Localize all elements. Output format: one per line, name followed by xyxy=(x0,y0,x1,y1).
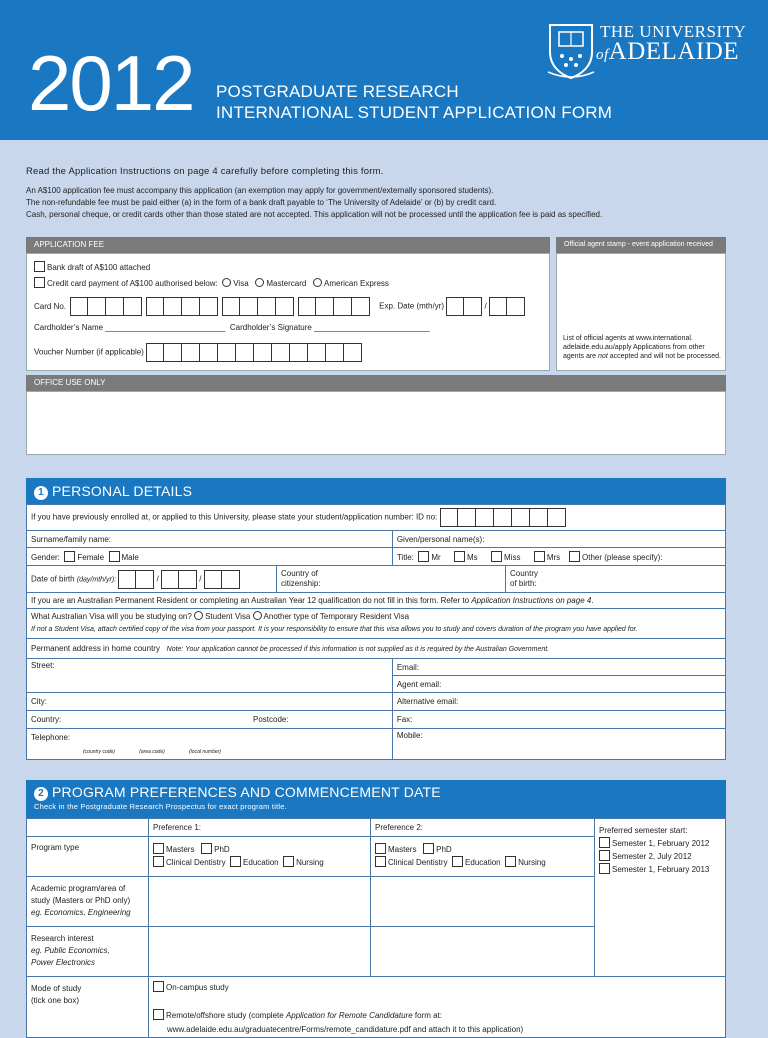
mrs-checkbox[interactable] xyxy=(534,551,545,562)
research-interest-label xyxy=(27,926,149,976)
intro-text xyxy=(26,166,746,221)
sem2-label: Semester 2, July 2012 xyxy=(612,852,692,861)
email-field[interactable] xyxy=(392,659,725,676)
cob-label-1: Country xyxy=(510,569,539,578)
semester-column xyxy=(595,819,726,877)
agent-email-field[interactable] xyxy=(392,676,725,693)
other-title-checkbox[interactable] xyxy=(569,551,580,562)
mode-of-study-label xyxy=(27,976,149,1037)
pref1-academic-field[interactable] xyxy=(149,876,371,926)
pref1-program-type xyxy=(149,837,371,876)
application-fee-bar: APPLICATION FEE xyxy=(26,237,550,253)
visa-note: If not a Student Visa, attach certified copy of the visa from your passport. It is your responsibility to ensure that this visa allows you to study and covers duration of the program you have applied for. xyxy=(31,626,638,633)
section-1-number: 1 xyxy=(34,486,48,500)
given-name-field[interactable] xyxy=(392,531,725,548)
pref2-masters-label: Masters xyxy=(388,845,417,855)
mr-label: Mr xyxy=(431,553,441,562)
city-label: City: xyxy=(31,697,47,706)
other-visa-radio[interactable] xyxy=(253,611,262,620)
pref1-nursing-label: Nursing xyxy=(296,858,324,868)
pref2-phd-label: PhD xyxy=(436,845,452,855)
street-field[interactable] xyxy=(27,659,393,693)
academic-label-1: Academic program/area of xyxy=(31,884,126,893)
pref2-nursing-label: Nursing xyxy=(518,858,546,868)
fax-label: Fax: xyxy=(396,715,413,724)
address-note: Note: Your application cannot be processed if this information is not supplied as it is required by the Australian Government. xyxy=(166,646,550,653)
gender-label: Gender: xyxy=(31,553,60,562)
miss-label: Miss xyxy=(504,553,521,562)
prev-enrolled-row xyxy=(27,505,726,531)
pref2-nursing-checkbox[interactable] xyxy=(505,856,516,867)
pref1-clinical-label: Clinical Dentistry xyxy=(166,858,226,868)
form-title-line1: POSTGRADUATE RESEARCH xyxy=(216,82,459,101)
title-label: Title: xyxy=(396,553,414,562)
dob-row xyxy=(27,566,277,593)
on-campus-label: On-campus study xyxy=(166,982,229,992)
id-number-input[interactable] xyxy=(440,513,566,522)
ms-label: Ms xyxy=(467,553,478,562)
alt-email-field[interactable] xyxy=(392,693,725,711)
city-field[interactable] xyxy=(27,693,393,711)
visa-row xyxy=(27,609,726,639)
visa-label: Visa xyxy=(233,279,249,288)
dob-month-input[interactable] xyxy=(161,574,197,583)
research-label-3: Power Electronics xyxy=(31,958,96,967)
research-label-2: eg. Public Economics, xyxy=(31,946,110,955)
amex-label: American Express xyxy=(324,279,389,288)
card-number-row xyxy=(34,297,525,316)
miss-checkbox[interactable] xyxy=(491,551,502,562)
visa-question: What Australian Visa will you be studying on? xyxy=(31,612,192,621)
sem1-label: Semester 1, February 2012 xyxy=(612,839,710,848)
country-code-hint: (country code) xyxy=(83,749,115,755)
male-label: Male xyxy=(121,553,139,562)
pref2-clinical-checkbox[interactable] xyxy=(375,856,386,867)
remote-label-b: Application for Remote Candidature xyxy=(285,1010,413,1020)
pref1-research-field[interactable] xyxy=(149,926,371,976)
citizenship-label-1: Country of xyxy=(281,569,318,578)
mode-of-study-options xyxy=(149,976,726,1037)
agent-email-label: Agent email: xyxy=(396,679,442,689)
personal-details-table xyxy=(26,504,726,760)
intro-line3: Cash, personal cheque, or credit cards other than those stated are not accepted. This application will not be processed until the application fee is paid as specified. xyxy=(26,210,603,219)
program-preferences-title: PROGRAM PREFERENCES AND COMMENCEMENT DATE xyxy=(52,784,441,800)
intro-lead: Read the Application Instructions on page 4 carefully before completing this form. xyxy=(26,166,384,177)
research-label-1: Research interest xyxy=(31,934,94,943)
agent-note-line3a: agents are xyxy=(563,353,599,360)
local-number-hint: (local number) xyxy=(189,749,221,755)
remote-url: www.adelaide.edu.au/graduatecentre/Forms/remote_candidature.pdf and attach it to this application) xyxy=(167,1024,524,1034)
female-label: Female xyxy=(77,553,105,562)
dob-label: Date of birth xyxy=(31,574,75,584)
country-label: Country: xyxy=(31,715,62,724)
agent-note-line1: List of official agents at www.international. xyxy=(563,335,693,342)
pref2-clinical-label: Clinical Dentistry xyxy=(388,858,448,868)
pref1-nursing-checkbox[interactable] xyxy=(283,856,294,867)
semester-filler-1 xyxy=(595,876,726,926)
program-preferences-bar xyxy=(26,780,726,818)
pref2-education-label: Education xyxy=(465,858,501,868)
remote-label-c: form at: xyxy=(412,1010,443,1020)
country-of-birth-field[interactable] xyxy=(506,566,726,593)
pref1-clinical-checkbox[interactable] xyxy=(153,856,164,867)
male-checkbox[interactable] xyxy=(109,551,120,562)
application-fee-panel xyxy=(26,253,550,371)
resident-note xyxy=(27,593,726,609)
credit-card-checkbox[interactable] xyxy=(34,277,45,288)
student-visa-radio[interactable] xyxy=(194,611,203,620)
program-type-label: Program type xyxy=(27,837,149,876)
semester-filler-2 xyxy=(595,926,726,976)
country-postcode-row[interactable] xyxy=(27,711,393,729)
agent-note-not: not xyxy=(598,353,608,360)
street-label: Street: xyxy=(31,661,55,670)
student-visa-label: Student Visa xyxy=(205,612,251,621)
exp-year-input[interactable] xyxy=(489,302,525,311)
surname-field[interactable] xyxy=(27,531,393,548)
bank-draft-label: Bank draft of A$100 attached xyxy=(47,263,151,272)
female-checkbox[interactable] xyxy=(64,551,75,562)
fax-field[interactable] xyxy=(392,711,725,729)
gender-row xyxy=(27,548,393,566)
credit-card-label: Credit card payment of A$100 authorised below: xyxy=(47,279,218,288)
pref1-education-checkbox[interactable] xyxy=(230,856,241,867)
telephone-label: Telephone: xyxy=(31,733,71,742)
pref1-education-label: Education xyxy=(243,858,279,868)
academic-program-label xyxy=(27,876,149,926)
form-title-line2: INTERNATIONAL STUDENT APPLICATION FORM xyxy=(216,103,613,122)
prev-enrolled-label: If you have previously enrolled at, or applied to this University, please state your student/application number: ID no: xyxy=(31,512,438,522)
card-number-input[interactable] xyxy=(70,302,370,311)
exp-month-input[interactable] xyxy=(446,302,482,311)
bank-draft-checkbox[interactable] xyxy=(34,261,45,272)
cardholder-row xyxy=(34,323,430,332)
program-preferences-table xyxy=(26,818,726,1038)
voucher-row xyxy=(34,343,362,362)
form-header xyxy=(0,0,768,140)
university-name-line1: THE UNIVERSITY xyxy=(600,22,747,41)
dob-format: (day/mth/yr): xyxy=(76,576,117,584)
given-name-label: Given/personal name(s): xyxy=(396,534,485,544)
postcode-label: Postcode: xyxy=(253,715,289,724)
dob-year-input[interactable] xyxy=(204,574,240,583)
mode-label-2: (tick one box) xyxy=(31,995,80,1005)
pref2-program-type xyxy=(371,837,595,876)
surname-label: Surname/family name: xyxy=(31,534,112,544)
academic-label-2: study (Masters or PhD only) xyxy=(31,896,131,905)
voucher-number-input[interactable] xyxy=(146,348,362,357)
pref2-research-field[interactable] xyxy=(371,926,595,976)
amex-radio[interactable] xyxy=(313,278,322,287)
pref2-masters-checkbox[interactable] xyxy=(375,843,386,854)
cob-label-2: of birth: xyxy=(510,579,537,588)
exp-date-label: Exp. Date (mth/yr) xyxy=(379,301,445,311)
form-year: 2012 xyxy=(28,39,194,127)
remote-label-a: Remote/offshore study (complete xyxy=(166,1010,286,1020)
title-row xyxy=(392,548,725,566)
telephone-field[interactable] xyxy=(27,729,393,760)
cardholder-signature-field[interactable]: Cardholder’s Signature __________________________ xyxy=(229,323,430,332)
sem3-label: Semester 1, February 2013 xyxy=(612,865,710,874)
citizenship-label-2: citizenship: xyxy=(281,579,321,588)
personal-details-bar xyxy=(26,478,726,504)
address-header xyxy=(27,639,726,659)
agent-stamp-bar: Official agent stamp - event application received xyxy=(556,237,726,253)
address-label: Permanent address in home country xyxy=(31,644,160,653)
pref2-academic-field[interactable] xyxy=(371,876,595,926)
other-title-label: Other (please specify): xyxy=(582,553,663,562)
sem1-checkbox[interactable] xyxy=(599,837,610,848)
agent-note-line3b: accepted and will not be processed. xyxy=(607,353,722,360)
mr-checkbox[interactable] xyxy=(418,551,429,562)
dob-day-input[interactable] xyxy=(118,574,154,583)
mobile-label: Mobile: xyxy=(396,731,423,740)
resident-note-a: If you are an Australian Permanent Resident or completing an Australian Year 12 qualification do not fill in this form. Refer to xyxy=(31,596,472,605)
pref2-phd-checkbox[interactable] xyxy=(423,843,434,854)
on-campus-checkbox[interactable] xyxy=(153,981,164,992)
bank-draft-row xyxy=(34,261,150,272)
mastercard-label: Mastercard xyxy=(266,279,307,288)
intro-line2: The non-refundable fee must be paid either (a) in the form of a bank draft payable to ‘The University of Adelaide’ or (b) by credit card. xyxy=(26,198,497,207)
other-visa-label: Another type of Temporary Resident Visa xyxy=(263,612,410,621)
mrs-label: Mrs xyxy=(546,553,561,562)
sem3-checkbox[interactable] xyxy=(599,863,610,874)
agent-note-line2: adelaide.edu.au/apply Applications from other xyxy=(563,344,705,351)
preference-2-header: Preference 2: xyxy=(371,819,595,837)
exp-slash: / xyxy=(484,301,487,311)
academic-label-3: eg. Economics, Engineering xyxy=(31,908,131,917)
preference-1-header: Preference 1: xyxy=(149,819,371,837)
pref2-education-checkbox[interactable] xyxy=(452,856,463,867)
office-use-bar: OFFICE USE ONLY xyxy=(26,375,726,391)
agent-stamp-panel[interactable] xyxy=(556,253,726,371)
visa-radio[interactable] xyxy=(222,278,231,287)
mastercard-radio[interactable] xyxy=(255,278,264,287)
university-name-line2 xyxy=(596,38,739,66)
agent-note xyxy=(563,334,725,361)
program-subtitle: Check in the Postgraduate Research Prospectus for exact program title. xyxy=(34,802,287,811)
cardholder-name-field[interactable]: Cardholder’s Name ___________________________ xyxy=(34,323,226,332)
alt-email-label: Alternative email: xyxy=(396,697,459,706)
dob-slash-1: / xyxy=(156,574,159,584)
pref1-masters-checkbox[interactable] xyxy=(153,843,164,854)
sem2-checkbox[interactable] xyxy=(599,850,610,861)
dob-slash-2: / xyxy=(199,574,202,584)
area-code-hint: (area code) xyxy=(139,749,165,755)
university-of: of xyxy=(596,47,609,63)
section-2-number: 2 xyxy=(34,787,48,801)
mobile-field[interactable] xyxy=(392,729,725,760)
university-adelaide: ADELAIDE xyxy=(608,38,740,65)
university-crest-icon xyxy=(546,22,596,80)
pref1-masters-label: Masters xyxy=(166,845,195,855)
citizenship-field[interactable] xyxy=(277,566,506,593)
ms-checkbox[interactable] xyxy=(454,551,465,562)
semester-head: Preferred semester start: xyxy=(599,826,688,835)
remote-checkbox[interactable] xyxy=(153,1009,164,1020)
pref1-phd-checkbox[interactable] xyxy=(201,843,212,854)
office-use-panel xyxy=(26,391,726,455)
credit-card-row xyxy=(34,277,389,288)
card-no-label: Card No. xyxy=(34,301,67,311)
resident-note-b: Application Instructions on page 4 xyxy=(471,596,592,605)
voucher-label: Voucher Number (if applicable) xyxy=(34,347,144,357)
mode-label-1: Mode of study xyxy=(31,983,82,993)
intro-line1: An A$100 application fee must accompany this application (an exemption may apply for government/externally sponsored students). xyxy=(26,186,494,195)
email-label: Email: xyxy=(396,662,420,672)
pref1-phd-label: PhD xyxy=(214,845,230,855)
personal-details-title: PERSONAL DETAILS xyxy=(52,483,193,499)
program-header-blank xyxy=(27,819,149,837)
resident-note-c: . xyxy=(591,596,594,605)
